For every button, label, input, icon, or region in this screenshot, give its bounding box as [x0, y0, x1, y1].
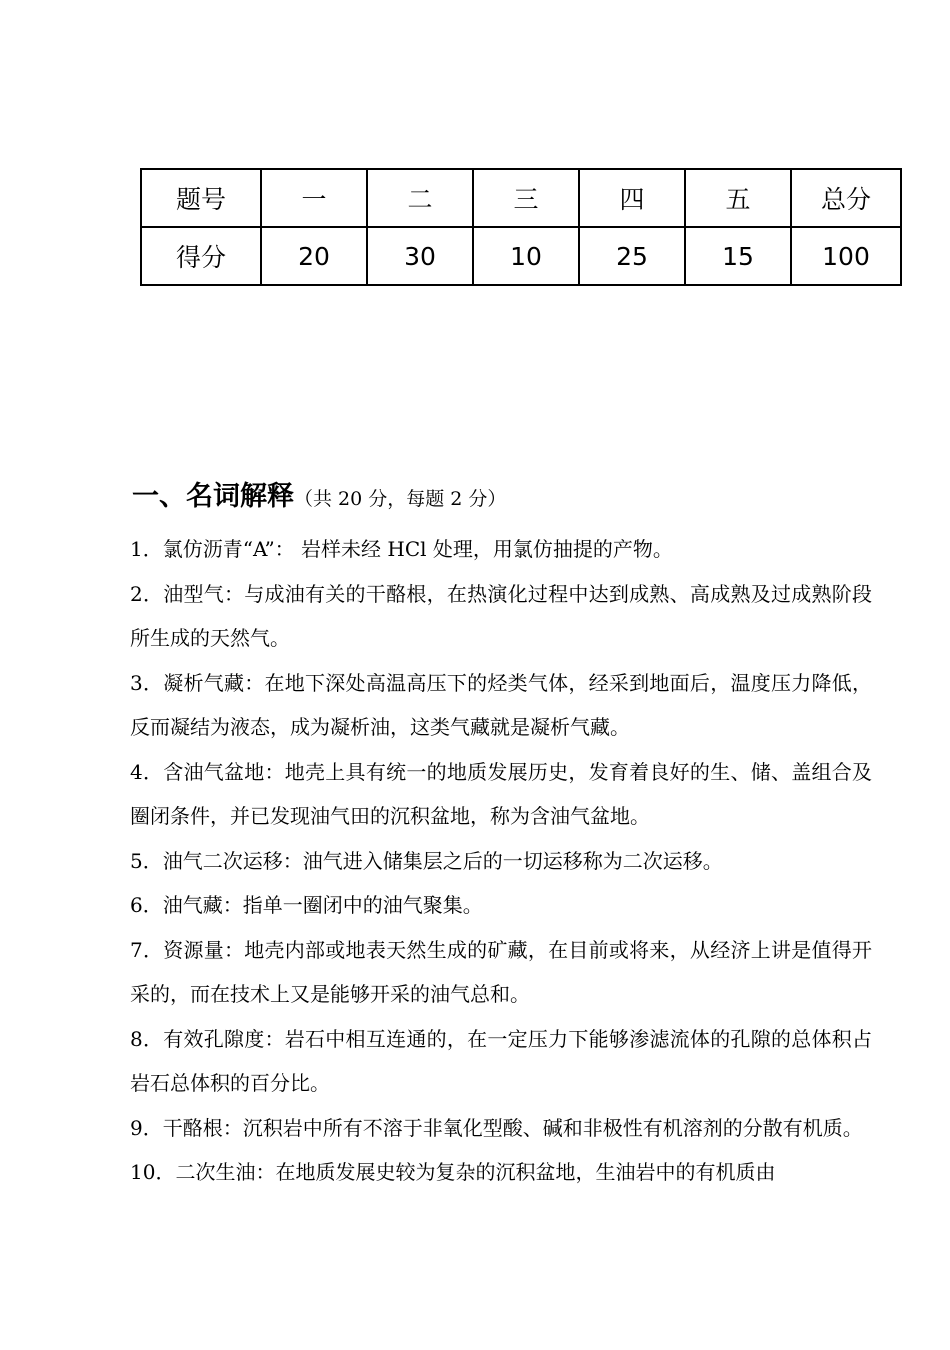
definition-item: 2．油型气：与成油有关的干酪根，在热演化过程中达到成熟、高成熟及过成熟阶段所生成的天然气。 [130, 581, 872, 650]
score-cell-q4: 25 [579, 227, 685, 285]
score-cell-q3: 10 [473, 227, 579, 285]
score-cell-q1: 20 [261, 227, 367, 285]
header-cell-q2: 二 [367, 169, 473, 227]
score-cell-label: 得分 [141, 227, 261, 285]
section-heading [132, 474, 506, 513]
definition-item: 7．资源量：地壳内部或地表天然生成的矿藏，在目前或将来，从经济上讲是值得开采的，而在技术上又是能够开采的油气总和。 [130, 937, 872, 1006]
score-table [140, 168, 902, 286]
header-cell-q1: 一 [261, 169, 367, 227]
definition-item: 1．氯仿沥青“A”： 岩样未经 HCl 处理，用氯仿抽提的产物。 [130, 537, 673, 561]
score-table-header-row [141, 169, 901, 227]
score-cell-total: 100 [791, 227, 901, 285]
definition-item: 4．含油气盆地：地壳上具有统一的地质发展历史，发育着良好的生、储、盖组合及圈闭条件，并已发现油气田的沉积盆地，称为含油气盆地。 [130, 759, 872, 828]
definition-list [130, 527, 872, 1195]
score-cell-q5: 15 [685, 227, 791, 285]
definition-item: 6．油气藏：指单一圈闭中的油气聚集。 [130, 893, 483, 917]
header-cell-q3: 三 [473, 169, 579, 227]
definition-item: 5．油气二次运移：油气进入储集层之后的一切运移称为二次运移。 [130, 848, 723, 873]
section-note: （共 20 分，每题 2 分） [294, 488, 507, 510]
definition-item: 8．有效孔隙度：岩石中相互连通的，在一定压力下能够渗滤流体的孔隙的总体积占岩石总体积的百分比。 [130, 1026, 872, 1095]
header-cell-total: 总分 [791, 169, 901, 227]
definition-item: 9．干酪根：沉积岩中所有不溶于非氧化型酸、碱和非极性有机溶剂的分散有机质。 [130, 1115, 863, 1140]
header-cell-q4: 四 [579, 169, 685, 227]
section-title: 一、名词解释 [132, 481, 294, 512]
score-cell-q2: 30 [367, 227, 473, 285]
definition-item: 10．二次生油：在地质发展史较为复杂的沉积盆地，生油岩中的有机质由 [130, 1160, 776, 1184]
header-cell-label: 题号 [141, 169, 261, 227]
definition-item: 3．凝析气藏：在地下深处高温高压下的烃类气体，经采到地面后，温度压力降低，反而凝结为液态，成为凝析油，这类气藏就是凝析气藏。 [130, 670, 872, 739]
header-cell-q5: 五 [685, 169, 791, 227]
score-table-score-row [141, 227, 901, 285]
